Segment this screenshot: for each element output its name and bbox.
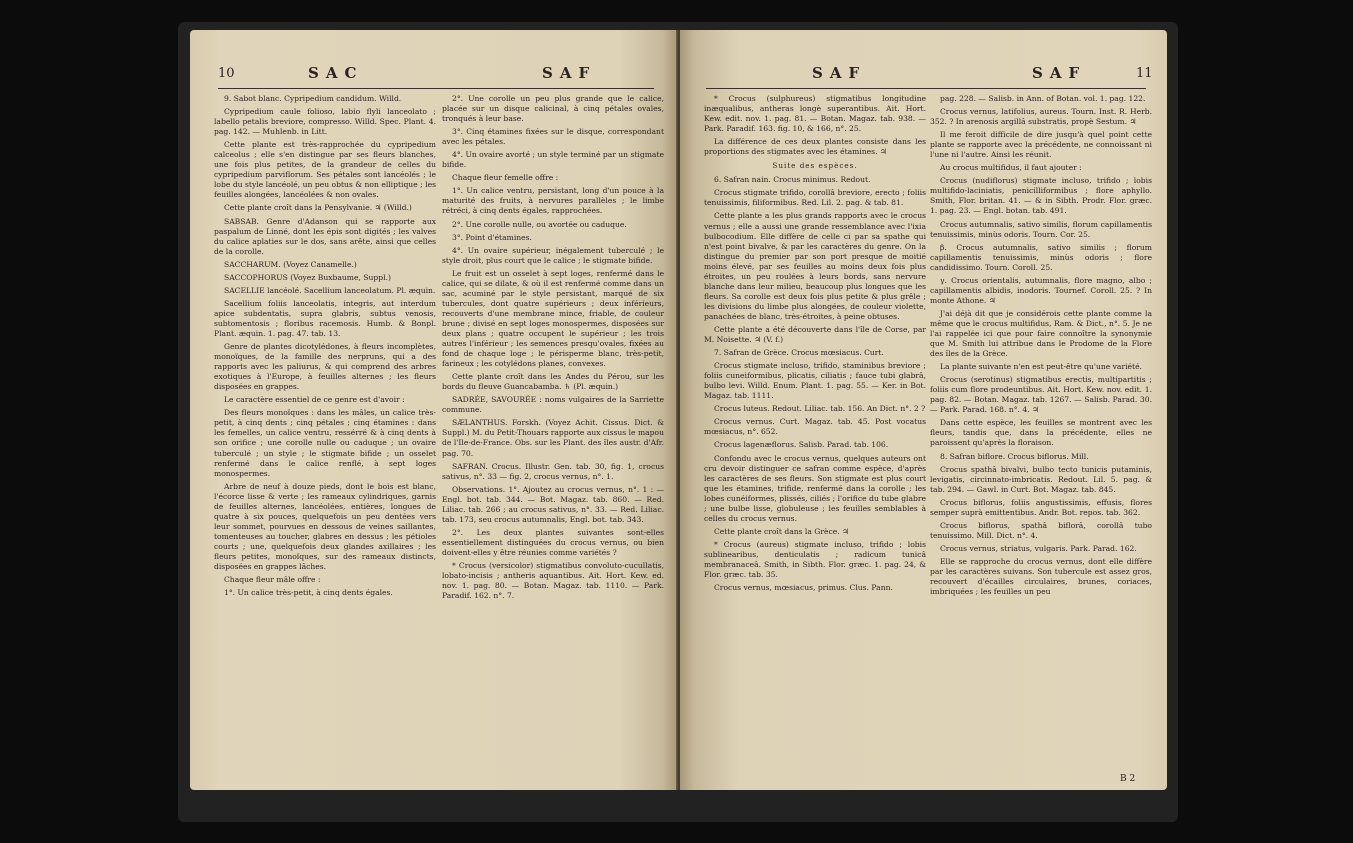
paragraph: pag. 228. — Salisb. in Ann. of Botan. vol. 1. pag. 122. bbox=[940, 94, 1146, 103]
right-page bbox=[680, 30, 1167, 790]
paragraph: Crocus vernus. Curt. Magaz. tab. 45. Post vocatus mœsiacus, n°. 652. bbox=[704, 417, 926, 437]
paragraph: 4°. Un ovaire supérieur, inégalement tuberculé ; le style droit, plus court que le calice ; le stigmate bifide. bbox=[442, 245, 664, 265]
paragraph: Dans cette espèce, les feuilles se montrent avec les fleurs, tandis que, dans la précédente, elles ne paroissent qu'après la floraison. bbox=[930, 418, 1152, 448]
paragraph: 1°. Un calice très-petit, à cinq dents égales. bbox=[224, 588, 393, 598]
paragraph: SACELLIE lancéolé. Sacellium lanceolatum. Pl. æquin. bbox=[224, 285, 436, 295]
paragraph: Cette plante a les plus grands rapports avec le crocus vernus ; elle a aussi une grande ressemblance avec l'ixia bulbocodium. Elle diffère de celle ci par sa spathe qui n'est point bivalve, & par les caractères du genre. On la distingue du premier par son port presque de moitié moins élevé, par ses feuilles au moins deux fois plus étroites, un peu roulées à leurs bords, sans nervure blanche dans leur milieu, beaucoup plus longues que les fleurs. Sa corolle est deux fois plus petite & plus grêle ; les divisions du limbe plus alongées, de couleur violette, panachées de blanc, très-étroites, à peine obtuses. bbox=[704, 211, 926, 321]
paragraph: Confondu avec le crocus vernus, quelques auteurs ont cru devoir distinguer ce safran comme espèce, d'après les caractères de ses fleurs. Son stigmate est plus court que les étamines, trifide, renfermé dans la corolle ; les lobes cunéiformes, plissés, ciliés ; l'orifice du tube glabre ; une bulbe lisse, globuleuse ; les feuilles semblables à celles du crocus vernus. bbox=[704, 453, 926, 523]
paragraph: Cette plante croît dans la Grèce. ♃ bbox=[714, 526, 849, 536]
running-header-left: SAC bbox=[308, 64, 364, 82]
running-header-right: SAF bbox=[542, 64, 597, 82]
paragraph: Crocus lagenæflorus. Salisb. Parad. tab. 106. bbox=[714, 440, 889, 450]
paragraph: Genre de plantes dicotylédones, à fleurs incomplètes, monoïques, de la famille des nerpruns, qui a des rapports avec les paliurus, & qui comprend des arbres exotiques à l'Europe, à feuilles alternes ; les fleurs disposées en grappes. bbox=[214, 342, 436, 392]
paragraph: Arbre de neuf à douze pieds, dont le bois est blanc, l'écorce lisse & verte ; les rameaux cylindriques, garnis de feuilles alternes, lancéolées, entières, longues de quatre à six pouces, quelquefois un peu dentées vers leur sommet, pourvues en dessous de veines saillantes, tomenteuses au toucher, glabres en dessus ; les pétioles courts ; une, quelquefois deux glandes axillaires ; les fleurs petites, monoïques, sur des rameaux distincts, disposées en grappes lâches. bbox=[214, 481, 436, 572]
paragraph: 3°. Cinq étamines fixées sur le disque, correspondant avec les pétales. bbox=[442, 127, 664, 147]
text-column-1 bbox=[704, 94, 926, 784]
paragraph: Chaque fleur femelle offre : bbox=[452, 173, 559, 183]
paragraph: Crocus spathâ bivalvi, bulbo tecto tunicis putaminis, levigatis, circinnato-imbricatis. Redout. Lil. 5. pag. & tab. 294. — Gawl. in Curt. Bot. Magaz. tab. 845. bbox=[930, 464, 1152, 494]
paragraph: Crocus vernus, striatus, vulgaris. Park. Parad. 162. bbox=[940, 543, 1137, 553]
paragraph: Sacellium foliis lanceolatis, integris, aut interdum apice subdentatis, supra glabris, subtus venosis, subtomentosis ; floribus racemosis. Humb. & Bonpl. Plant. æquin. 1. pag. 47. tab. 13. bbox=[214, 298, 436, 338]
left-page bbox=[190, 30, 677, 790]
paragraph: Crocus vernus, latifolius, aureus. Tourn. Inst. R. Herb. 352. ? In arenosis argillâ substratis, propè Sestum. ♃ bbox=[930, 107, 1152, 127]
paragraph: Crocus biflorus, foliis angustissimis, effusis, flores semper suprà emittentibus. Andr. Bot. repos. tab. 362. bbox=[930, 497, 1152, 517]
paragraph: Crocus luteus. Redout. Liliac. tab. 156. An Dict. n°. 2 ? bbox=[714, 404, 926, 414]
header-rule bbox=[218, 88, 654, 89]
paragraph: Elle se rapproche du crocus vernus, dont elle diffère par les caractères suivans. Son tubercule est assez gros, recouvert d'écailles circulaires, brunes, coriaces, imbriquées ; les feuilles un peu bbox=[930, 556, 1152, 597]
text-column-2 bbox=[442, 94, 664, 784]
paragraph: SABSAB. Genre d'Adanson qui se rapporte aux paspalum de Linné, dont les épis sont digités ; les valves du calice aplaties sur le dos, sans arête, ainsi que celles de la corolle. bbox=[214, 216, 436, 256]
text-column-2 bbox=[930, 94, 1152, 784]
paragraph: Observations. 1°. Ajoutez au crocus vernus, n°. 1 : — Engl. bot. tab. 344. — Bot. Magaz. tab. 860. — Red. Liliac. tab. 266 ; au crocus sativus, n°. 33. — Red. Liliac. tab. 173, seu crocus autumnalis, Engl. bot. tab. 343. bbox=[442, 484, 664, 524]
paragraph: 2°. Une corolle nulle, ou avortée ou caduque. bbox=[452, 219, 627, 229]
paragraph: Crocus stigmate incluso, trifido, staminibus breviore ; foliis cuneiformibus, plicatis, ciliatis ; fauce tubi glabrâ, bulbo levi. Willd. Enum. Plant. 1. pag. 55. — Ker. in Bot. Magaz. tab. 1111. bbox=[704, 361, 926, 401]
paragraph: 2°. Les deux plantes suivantes sont-elles essentiellement distinguées du crocus vernus, ou bien doivent-elles y être réunies comme variétés ? bbox=[442, 527, 664, 557]
paragraph: Crocus autumnalis, sativo similis, florum capillamentis tenuissimis, minùs odoris. Tourn. Cor. 25. bbox=[930, 219, 1152, 239]
paragraph: 6. Safran nain. Crocus minimus. Redout. bbox=[714, 175, 871, 185]
paragraph: * Crocus (versicolor) stigmatibus convoluto-cucullatis, lobato-incisis ; antheris aquantibus. Ait. Hort. Kew. ed. nov. 1. pag. 80. — Botan. Magaz. tab. 1110. — Park. Paradif. 162. n°. 7. bbox=[442, 560, 664, 601]
paragraph: Crocus (nudiflorus) stigmate incluso, trifido ; lobis multifido-laciniatis, penicilliformibus ; flore aphyllo. Smith, Flor. britan. 41. — & in Sibth. Prodr. Flor. græc. 1. pag. 23. — Engl. botan. tab. 491. bbox=[930, 176, 1152, 216]
paragraph: * Crocus (sulphureus) stigmatibus longitudine inæqualibus, antheras longè superantibus. Ait. Hort. Kew. edit. nov. 1. pag. 81. — Botan. Magaz. tab. 938. — Park. Paradif. 163. fig. 10, & 166, n°. 25. bbox=[704, 94, 926, 134]
paragraph: Le caractère essentiel de ce genre est d'avoir : bbox=[224, 395, 405, 405]
text-column-1 bbox=[214, 94, 436, 784]
paragraph: Cette plante croît dans la Pensylvanie. ♃ (Willd.) bbox=[224, 203, 412, 213]
paragraph: Suite des espèces. bbox=[772, 161, 858, 171]
paragraph: SÆLANTHUS. Forskh. (Voyez Achit. Cissus. Dict. & Suppl.) M. du Petit-Thouars rapporte aux cissus le mapou de l'Ile-de-France. Obs. sur les Plant. des îles austr. d'Afr. pag. 70. bbox=[442, 418, 664, 458]
paragraph: γ. Crocus orientalis, autumnalis, flore magno, albo ; capillamentis albidis, inodoris. Tournef. Coroll. 25. ? In monte Athone. ♃ bbox=[930, 275, 1152, 305]
running-header-left: SAF bbox=[812, 64, 867, 82]
header-rule bbox=[706, 88, 1146, 89]
paragraph: * Crocus (aureus) stigmate incluso, trifido ; lobis sublinearibus, denticulatis ; radicum tunicâ membranaceâ. Smith, in Sibth. Flor. græc. 1. pag. 24, & Flor. græc. tab. 35. bbox=[704, 539, 926, 580]
paragraph: SAFRAN. Crocus. Illustr. Gen. tab. 30, fig. 1, crocus sativus, n°. 33 — fig. 2, crocus vernus, n°. 1. bbox=[442, 461, 664, 481]
paragraph: Chaque fleur mâle offre : bbox=[224, 575, 321, 585]
signature-mark: B 2 bbox=[1120, 774, 1136, 784]
paragraph: 2°. Une corolle un peu plus grande que le calice, placée sur un disque calicinal, à cinq pétales ovales, tronqués à leur base. bbox=[442, 94, 664, 124]
paragraph: J'ai déjà dit que je considérois cette plante comme la même que le crocus multifidus, Ram. & Dict., n°. 5. Je ne l'ai rappelée ici que pour faire connoître la synonymie que M. Smith lui attribue dans le Prodome de la Flore des îles de la Grèce. bbox=[930, 308, 1152, 359]
paragraph: Crocus vernus, mœsiacus, primus. Clus. Pann. bbox=[714, 583, 893, 593]
paragraph: Des fleurs monoïques : dans les mâles, un calice très-petit, à cinq dents ; cinq pétales ; cinq étamines : dans les femelles, un calice ventru, ressérré & à cinq dents à son orifice ; une corolle nulle ou caduque ; un ovaire tuberculé ; un style ; le stigmate bifide ; un osselet renfermé dans le calice renflé, à sept loges monospermes. bbox=[214, 408, 436, 478]
running-header-right: SAF bbox=[1032, 64, 1087, 82]
paragraph: Cette plante est très-rapprochée du cypripedium calceolus ; elle s'en distingue par ses fleurs blanches, une fois plus petites, de la grandeur de celles du cypripedium parviflorum. Ses pétales sont lancéolés ; le lobe du style lancéolé, un peu obtus & non elliptique ; les feuilles alongées, lancéolées & non ovales. bbox=[214, 140, 436, 200]
paragraph: Le fruit est un osselet à sept loges, renfermé dans le calice, qui se dilate, & où il est renfermé comme dans un sac, acuminé par le style persistant, marqué de six tubercules, dont quatre supérieurs ; deux inférieurs, recouverts d'une membrane mince, friable, de couleur brune ; divisé en sept loges monospermes, disposées sur deux plans ; quatre occupent le supérieur ; les trois autres l'inférieur ; les semences presqu'ovales, fixées au fond de chaque loge ; le périsperme blanc, très-petit, farineux ; les cotylédons planes, convexes. bbox=[442, 268, 664, 369]
paragraph: 7. Safran de Grèce. Crocus mœsiacus. Curt. bbox=[714, 348, 884, 358]
paragraph: Cette plante a été découverte dans l'île de Corse, par M. Noisette. ♃ (V. f.) bbox=[704, 324, 926, 345]
paragraph: SADRÉE, SAVOURÉE : noms vulgaires de la Sarriette commune. bbox=[442, 395, 664, 415]
paragraph: 9. Sabot blanc. Cypripedium candidum. Willd. bbox=[224, 94, 402, 103]
paragraph: 4°. Un ovaire avorté ; un style terminé par un stigmate bifide. bbox=[442, 150, 664, 170]
page-number: 10 bbox=[218, 66, 235, 81]
paragraph: Cypripedium caule folioso, labio flyli lanceolato ; labello petalis breviore, compresso. Willd. Spec. Plant. 4. pag. 142. — Muhlenb. in Litt. bbox=[214, 107, 436, 137]
paragraph: Crocus biflorus, spathâ biflorâ, corollâ tubo tenuissimo. Mill. Dict. n°. 4. bbox=[930, 520, 1152, 540]
paragraph: La différence de ces deux plantes consiste dans les proportions des stigmates avec les étamines. ♃ bbox=[704, 137, 926, 157]
paragraph: La plante suivante n'en est peut-être qu'une variété. bbox=[940, 362, 1142, 372]
paragraph: 8. Safran biflore. Crocus biflorus. Mill. bbox=[940, 451, 1089, 461]
paragraph: SACCOPHORUS (Voyez Buxbaume, Suppl.) bbox=[224, 272, 391, 282]
paragraph: Au crocus multifidus, il faut ajouter : bbox=[940, 163, 1082, 173]
paragraph: Crocus stigmate trifido, corollâ breviore, erecto ; foliis tenuissimis, filiformibus. Red. Lil. 2. pag. & tab. 81. bbox=[704, 188, 926, 208]
paragraph: Il me feroit difficile de dire jusqu'à quel point cette plante se rapporte avec la précédente, ne connoissant ni l'une ni l'autre. Ainsi les réunit. bbox=[930, 130, 1152, 160]
paragraph: Crocus (serotinus) stigmatibus erectis, multipartitis ; foliis cum flore prodeuntibus. Ait. Hort. Kew. nov. edit. 1. pag. 82. — Botan. Magaz. tab. 1267. — Salisb. Parad. 30. — Park. Parad. 168. n°. 4. ♃ bbox=[930, 375, 1152, 415]
paragraph: Cette plante croît dans les Andes du Pérou, sur les bords du fleuve Guancabamba. ♄ (Pl. æquin.) bbox=[442, 372, 664, 392]
paragraph: SACCHARUM. (Voyez Canamelle.) bbox=[224, 259, 357, 269]
page-number: 11 bbox=[1136, 66, 1153, 81]
paragraph: 3°. Point d'étamines. bbox=[452, 232, 532, 242]
paragraph: 1°. Un calice ventru, persistant, long d'un pouce à la maturité des fruits, à nervures parallèles ; le limbe rétréci, à cinq dents égales, rapprochées. bbox=[442, 186, 664, 216]
paragraph: β. Crocus autumnalis, sativo similis ; florum capillamentis tenuissimis, minùs odoris ; flore candidissimo. Tourn. Coroll. 25. bbox=[930, 242, 1152, 272]
